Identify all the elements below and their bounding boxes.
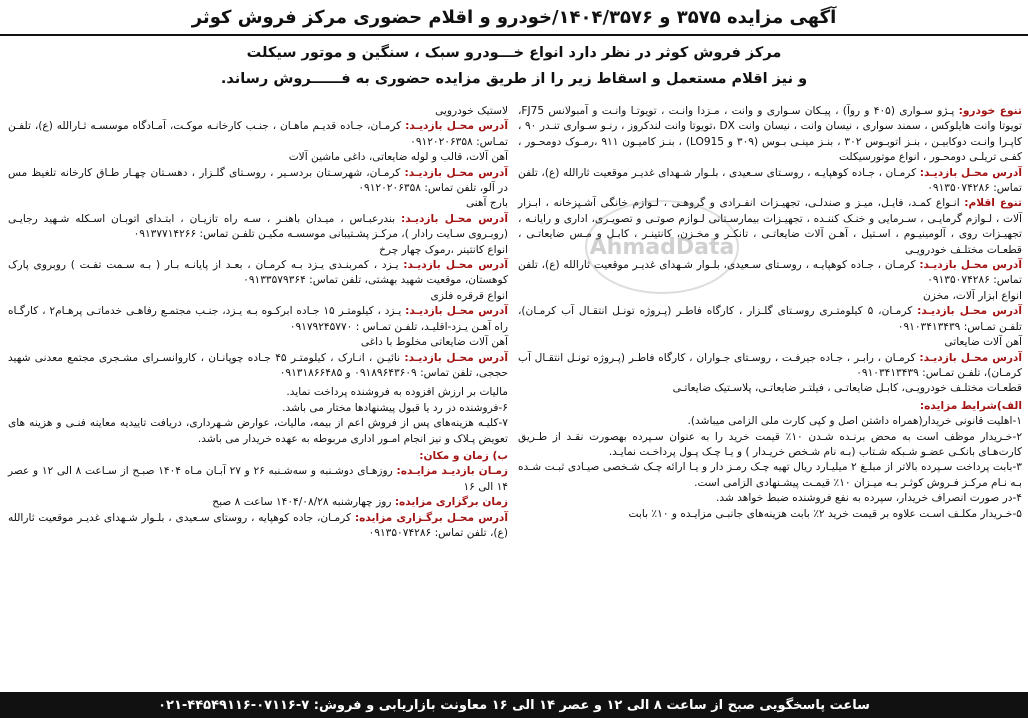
intro-line-1: مرکز فروش کوثر در نظر دارد انواع خـــودرو سبک ، سنگین و موتور سیکلت xyxy=(246,45,782,61)
vehicle-types xyxy=(518,104,1022,166)
item-types xyxy=(518,196,1022,258)
visit-address-5 xyxy=(8,119,508,150)
visit-address-label: آدرس محـل بازدیـد: xyxy=(405,120,508,133)
condition-6: ۶-فروشنده در رد یا قبول پیشنهادها مختار می باشد. xyxy=(282,401,508,414)
visit-address-text: کرمـان، شهرسـتان بردسـیر ، روسـتای گلـزار ، دهسـتان چهـار طـاق کارخانه تلغیظ مس در آلو، تلفن تماس: ۰۹۱۲۰۲۰۶۳۵۸ xyxy=(8,166,508,195)
notice-title: آگهی مزایده ۳۵۷۵ و ۱۴۰۴/۳۵۷۶/خودرو و اقلام حضوری مرکز فروش کوثر xyxy=(191,6,837,28)
visit-address-label: آدرس محـل بازدیـد: xyxy=(404,166,508,179)
footer-text: ساعت پاسخگویی صبح از ساعت ۸ الی ۱۲ و عصر ۱۴ الی ۱۶ معاونت بازاریابی و فروش: ۷-۰۷۱۱۶-۴۴۵۴۹۱۱۶-۰۲۱ xyxy=(158,697,870,713)
iron-item: آهن آلات ضایعاتی xyxy=(944,336,1022,349)
tools-item: انواع ابزار آلات، مخزن xyxy=(922,289,1022,302)
right-column xyxy=(518,104,1022,522)
condition-4: ۴-در صورت انصراف خریدار، سپرده به نفع فروشنده ضبط خواهد شد. xyxy=(716,492,1022,505)
conditions-title: الف)شرایط مزایده: xyxy=(919,399,1022,412)
visit-time-text: روزهـای دوشـنبه و سه‌شـنبه ۲۶ و ۲۷ آبـان مـاه ۱۴۰۴ صبـح از سـاعت ۸ الی ۱۲ و عصر ۱۴ الی ۱۶ xyxy=(8,465,508,493)
visit-address-label: آدرس محـل بازدیـد: xyxy=(919,259,1022,272)
vehicle-types-text: پـژو سـواری (۴۰۵ و روآ) ، پیـکان سـواری و وانت ، مـزدا وانـت ، تویوتـا وانـت و آمبولانس FJ75، تویوتا وانت هایلوکس ، سمند سواری ، نیسان وانت ، نیسان وانت DX ،تویوتا وانت لندکروز ، رنـو سـواری تنـدر ۹۰ ، کاپـرا وانـت دوکابیـن ، بنـز اتوبـوس ۳۰۲ ، بنـز مینـی بـوس (۳۰۹ و LO915) ، بنـز کامیـون ۹۱۱ ،رمـوک دومحـور ، کفـی تریلـی دومحـور ، انواع موتورسیکلت xyxy=(518,105,1022,164)
visit-address-label: آدرس محـل بازدیـد: xyxy=(405,305,508,318)
visit-address-text: بندرعبـاس ، میـدان باهنـر ، سـه راه تازیـان ، ابتـدای اتوبـان اسـکله شـهید رجایـی (روبـروی سـایت رادار )، مرکـز پشـتیبانی موسسـه مکیـن تلفـن تماس: ۰۹۱۳۷۷۱۴۲۶۶ xyxy=(8,212,508,241)
auction-time xyxy=(8,495,508,510)
visit-address-1 xyxy=(518,166,1022,197)
visit-address-3 xyxy=(518,304,1022,335)
vehicle-types-label: تنوع خودرو: xyxy=(958,105,1022,117)
left-column xyxy=(8,104,508,541)
footer-bar xyxy=(0,692,1028,718)
visit-address-text: نائیـن ، انـارک ، کیلومتـر ۴۵ جـاده چوپانـان ، کاروانسـرای مشـجری مجتمع معدنی شهید حججی، تلفن تماس: ۰۹۱۸۹۶۴۳۶۰۹ و ۰۹۱۳۱۸۶۶۴۸۵ xyxy=(8,351,508,379)
mixed-iron-item: آهن آلات ضایعاتی مخلوط با داغی xyxy=(360,336,508,349)
condition-3: ۳-بابت پرداخت سـپرده بالاتر از مبلـغ ۲ میلیـارد ریال تهیه چـک رمـز دار و یـا ارائه چـک شـخصی صیـادی ثبـت شـده بـه نـام مرکـز فـروش کوثـر بـه میـزان ۱۰٪ قیمـت پیشـنهادی الزامی است. xyxy=(518,461,1022,489)
visit-address-label: آدرس محـل بازدیـد: xyxy=(917,305,1022,318)
auction-time-text: روز چهارشنبه ۱۴۰۴/۰۸/۲۸ ساعت ۸ صبح xyxy=(212,496,392,509)
visit-address-10 xyxy=(8,351,508,382)
intro-paragraph xyxy=(20,40,1008,94)
visit-address-text: یـزد ، کمربنـدی یـزد بـه کرمـان ، بعـد از پایانـه بـار ( بـه سـمت تفـت ) روبروی پارک کوهستان، موقعیت شهید بهشتی، تلفن تماس: ۰۹۱۳۳۵۷۹۳۶۴ xyxy=(8,259,508,287)
visit-address-4 xyxy=(518,351,1022,382)
item-types-label: تنوع اقلام: xyxy=(964,197,1023,210)
visit-address-text: کرمـان، ۵ کیلومتـری روسـتای گلـزار ، کارگاه فاطـر (پـروژه تونـل انتقـال آب کرمـان)، تلفـن تمـاس: ۰۹۱۰۳۴۱۳۴۳۹ xyxy=(518,305,1022,333)
visit-address-label: آدرس محـل بازدیـد: xyxy=(919,166,1022,179)
molds-item: آهن آلات، قالب و لوله ضایعاتی، داغی ماشین آلات xyxy=(288,151,508,164)
visit-address-text: کرمـان، جـاده قدیـم ماهـان ، جنـب کارخانـه موکـت، آمـادگاه موسسـه ثـارالله (ع)، تلفـن تمـاس: ۰۹۱۲۰۲۰۶۳۵۸ xyxy=(8,120,508,148)
visit-address-label: آدرس محـل بازدیـد: xyxy=(919,351,1023,364)
condition-2: ۲-خـریدار موظف است به محض برنـده شـدن ۱۰٪ قیمت خرید را به عنوان سـپرده بهصورت نقـد از طـریق کارت‌هـای بانکـی عضـو شـبکه شـتاب (بـه نام شـخص خریـدار ) و یـا چـک پـول پرداخـت نمایـد. xyxy=(518,430,1023,458)
visit-address-text: کرمـان ، رابـر ، جـاده جیرفـت ، روسـتای جـواران ، کارگاه فاطـر (پـروژه تونـل انتقـال آب کرمـان)، تلفـن تمـاس: ۰۹۱۰۳۴۱۳۴۳۹ xyxy=(518,351,1022,379)
visit-address-6 xyxy=(8,166,508,197)
visit-address-label: آدرس محـل بازدیـد: xyxy=(403,259,508,272)
metal-reels-item: انواع قرقره فلزی xyxy=(430,289,508,302)
tires-item: لاستیک خودرویی xyxy=(435,105,508,117)
auction-place-text: کرمـان، جاده کوهپایه ، روستای سـعیدی ، بلـوار شـهدای غدیـر موقعیت ثارالله (ع)، تلفن تماس: ۰۹۱۳۵۰۷۴۲۸۶ xyxy=(8,511,508,539)
visit-address-text: کرمـان ، جـاده کوهپایـه ، روسـتای سـعیدی، بلـوار شـهدای غدیـر موقعیت ثارالله (ع)، تلفن تماس: ۰۹۱۳۵۰۷۴۲۸۶ xyxy=(518,259,1022,287)
time-place-title: ب) زمان و مکان: xyxy=(419,449,508,462)
container-item: انواع کانتینر ،رموک چهار چرخ xyxy=(379,243,508,256)
visit-address-text: یـزد ، کیلومتـر ۱۵ جـاده ابرکـوه بـه یـزد، جنـب مجتمـع رفاهـی خدماتـی پرهـام۲ ، کارگـاه راه آهـن یـزد-اقلیـد، تلفـن تمـاس : ۰۹۱۷۹۲۴۵۷۷۰ xyxy=(8,305,508,333)
visit-time-label: زمـان بازدیـد مزایـده: xyxy=(396,465,508,478)
item-types-text: انـواع کمـد، فایـل، میـز و صندلـی، تجهیـزات انفـرادی و گروهـی ، لـوازم خانگی آشـپزخانه ، ابـزار آلات ، لـوازم گرمایـی ، سـرمایی و خنـک کننـده ، تجهیـزات بیمارسـتانی لـوازم صوتـی و تصویـری، اداری و رایانـه ، تجهیـزات روی ، آلومینیـوم ، اسـتیل ، آهـن آلات ضایعاتـی ، تانکـر و مخـزن، کانتینـر ، کابـل و مـس ضایعاتـی ، قطعـات مختلـف خودرویـی xyxy=(518,197,1022,256)
visit-address-8 xyxy=(8,258,508,289)
intro-line-2: و نیز اقلام مستعمل و اسقاط زیر را از طریق مزایده حضوری به فــــــروش رساند. xyxy=(220,71,808,87)
auction-time-label: زمان برگزاری مزایده: xyxy=(394,496,508,509)
visit-address-7 xyxy=(8,212,508,243)
condition-7: ۷-کلیـه هزینه‌های پس از فروش اعم از بیمه، مالیات، عوارض شـهرداری، دریافت تاییدیه معاینه فنـی و هزینه های تعویض پـلاک و نیز انجام امـور اداری مربوطه به عهده خریدار می باشد. xyxy=(8,417,508,445)
condition-1: ۱-اهلیت قانونی خریدار(همراه داشتن اصل و کپی کارت ملی الزامی میباشد). xyxy=(687,415,1022,428)
auction-place xyxy=(8,511,508,542)
auction-place-label: آدرس محـل برگـزاری مزایده: xyxy=(354,511,508,524)
visit-time xyxy=(8,464,508,495)
notice-header xyxy=(0,0,1028,36)
visit-address-label: آدرس محـل بازدیـد: xyxy=(401,212,508,225)
visit-address-2 xyxy=(518,258,1022,289)
visit-address-text: کرمـان ، جـاده کوهپایـه ، روسـتای سـعیدی ، بلـوار شـهدای غدیـر موقعیت ثارالله (ع)، تلفن تماس: ۰۹۱۳۵۰۷۴۲۸۶ xyxy=(518,166,1022,195)
visit-address-9 xyxy=(8,304,508,335)
condition-5: ۵-خـریدار مکلـف اسـت علاوه بر قیمت خرید ۲٪ بابت هزینه‌های جانبـی مزایـده و ۱۰٪ بابت xyxy=(628,507,1022,520)
visit-address-label: آدرس محـل بازدیـد: xyxy=(404,351,508,364)
parts-item: قطعـات مختلـف خودرویـی، کابـل ضایعاتـی ، فیلتـر ضایعاتـی، پلاسـتیک ضایعاتـی xyxy=(672,382,1022,395)
barge-item: بارج آهنی xyxy=(465,197,508,210)
watermark-text: AhmadData xyxy=(589,234,735,260)
condition-5-continued: مالیات بر ارزش افزوده به فروشنده پرداخت نماید. xyxy=(286,386,508,399)
